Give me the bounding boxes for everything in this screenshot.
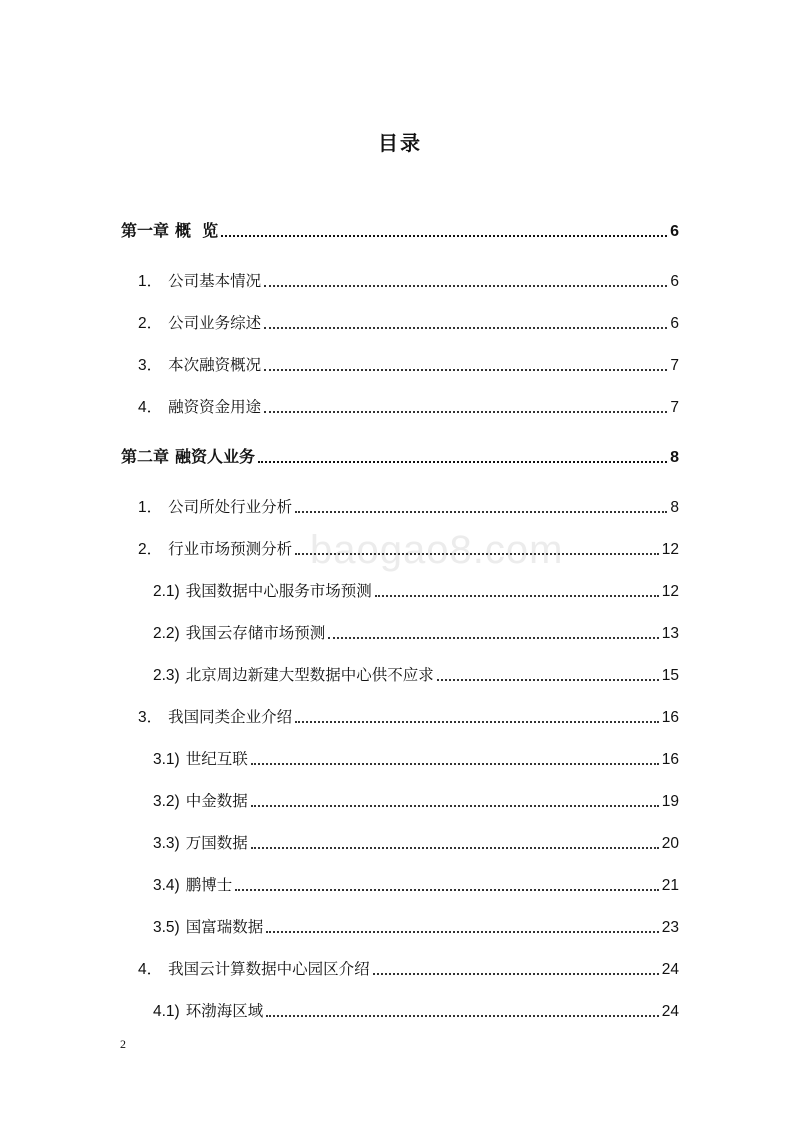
toc-entry-section[interactable] — [138, 394, 679, 420]
toc-entry-label: 融资人业务 — [175, 447, 256, 466]
toc-entry-page: 7 — [670, 399, 679, 416]
toc-entry-label: 公司基本情况 — [168, 272, 262, 290]
toc-entry-page: 13 — [661, 625, 679, 642]
toc-entry-number: 2.3) — [153, 667, 180, 684]
toc-leader-dots — [251, 805, 659, 807]
toc-entry-number: 3． — [138, 709, 163, 726]
toc-entry-page: 8 — [670, 449, 679, 466]
toc-entry-label: 鹏博士 — [185, 876, 233, 894]
toc-entry-label: 我国云存储市场预测 — [185, 624, 326, 642]
toc-entry-label: 概 览 — [175, 221, 219, 240]
toc-entry-label: 国富瑞数据 — [185, 918, 264, 936]
toc-leader-dots — [375, 595, 659, 597]
toc-entry-label: 世纪互联 — [185, 750, 248, 768]
toc-entry-label: 公司业务综述 — [168, 314, 262, 332]
toc-leader-dots — [264, 285, 667, 287]
toc-leader-dots — [266, 931, 659, 933]
toc-entry-section[interactable] — [138, 956, 679, 982]
toc-entry-page: 15 — [661, 667, 679, 684]
toc-entry-subsection[interactable] — [153, 788, 679, 814]
toc-entry-chapter-2[interactable] — [121, 444, 679, 470]
toc-entry-page: 16 — [661, 751, 679, 768]
toc-entry-number: 第二章 — [121, 449, 170, 466]
toc-entry-subsection[interactable] — [153, 998, 679, 1024]
toc-entry-page: 12 — [661, 583, 679, 600]
toc-entry-number: 3.1) — [153, 751, 180, 768]
toc-entry-label: 行业市场预测分析 — [168, 540, 293, 558]
footer-page-number: 2 — [120, 1037, 126, 1051]
toc-leader-dots — [258, 461, 667, 463]
toc-entry-number: 3.5) — [153, 919, 180, 936]
toc-leader-dots — [328, 637, 659, 639]
toc-entry-page: 6 — [670, 315, 679, 332]
toc-entry-number: 2.1) — [153, 583, 180, 600]
toc-entry-number: 3.2) — [153, 793, 180, 810]
toc-entry-chapter-1[interactable] — [121, 218, 679, 244]
toc-entry-label: 本次融资概况 — [168, 356, 262, 374]
toc-entry-page: 6 — [670, 273, 679, 290]
toc-entry-section[interactable] — [138, 352, 679, 378]
toc-leader-dots — [373, 973, 659, 975]
toc-leader-dots — [251, 763, 659, 765]
toc-entry-section[interactable] — [138, 536, 679, 562]
watermark: baogao8.com — [310, 528, 564, 572]
toc-entry-subsection[interactable] — [153, 662, 679, 688]
toc-leader-dots — [264, 327, 667, 329]
toc-entry-number: 3.4) — [153, 877, 180, 894]
toc-entry-page: 12 — [661, 541, 679, 558]
toc-entry-number: 4． — [138, 961, 163, 978]
page-title: 目录 — [378, 131, 422, 155]
toc-entry-number: 3.3) — [153, 835, 180, 852]
toc-entry-subsection[interactable] — [153, 872, 679, 898]
toc-entry-label: 环渤海区域 — [185, 1002, 264, 1020]
toc-entry-page: 16 — [661, 709, 679, 726]
toc-leader-dots — [221, 235, 667, 237]
toc-entry-number: 3． — [138, 357, 163, 374]
toc-entry-subsection[interactable] — [153, 578, 679, 604]
toc-leader-dots — [235, 889, 659, 891]
toc-leader-dots — [264, 369, 667, 371]
toc-entry-number: 2． — [138, 315, 163, 332]
toc-leader-dots — [295, 511, 667, 513]
toc-entry-section[interactable] — [138, 310, 679, 336]
toc-entry-page: 21 — [661, 877, 679, 894]
toc-entry-page: 24 — [661, 1003, 679, 1020]
toc-entry-label: 万国数据 — [185, 834, 248, 852]
toc-entry-label: 中金数据 — [185, 792, 248, 810]
toc-entry-label: 公司所处行业分析 — [168, 498, 293, 516]
toc-entry-section[interactable] — [138, 268, 679, 294]
toc-entry-number: 1． — [138, 273, 163, 290]
toc-entry-subsection[interactable] — [153, 914, 679, 940]
toc-entry-number: 第一章 — [121, 223, 170, 240]
toc-entry-label: 我国云计算数据中心园区介绍 — [168, 960, 370, 978]
toc-entry-number: 4． — [138, 399, 163, 416]
toc-entry-label: 北京周边新建大型数据中心供不应求 — [185, 666, 434, 684]
toc-entry-label: 融资资金用途 — [168, 398, 262, 416]
toc-leader-dots — [266, 1015, 659, 1017]
toc-entry-subsection[interactable] — [153, 746, 679, 772]
toc-entry-number: 2.2) — [153, 625, 180, 642]
toc-entry-subsection[interactable] — [153, 620, 679, 646]
toc-entry-section[interactable] — [138, 494, 679, 520]
toc-leader-dots — [251, 847, 659, 849]
toc-entry-subsection[interactable] — [153, 830, 679, 856]
toc-entry-label: 我国数据中心服务市场预测 — [185, 582, 372, 600]
toc-entry-page: 23 — [661, 919, 679, 936]
toc-leader-dots — [264, 411, 667, 413]
toc-entry-number: 1． — [138, 499, 163, 516]
toc-entry-number: 4.1) — [153, 1003, 180, 1020]
toc-entry-page: 20 — [661, 835, 679, 852]
toc-entry-page: 24 — [661, 961, 679, 978]
toc-entry-label: 我国同类企业介绍 — [168, 708, 293, 726]
toc-entry-section[interactable] — [138, 704, 679, 730]
toc-entry-page: 6 — [670, 223, 679, 240]
toc-leader-dots — [295, 553, 659, 555]
toc-leader-dots — [437, 679, 659, 681]
toc-entry-number: 2． — [138, 541, 163, 558]
toc-leader-dots — [295, 721, 659, 723]
toc-entry-page: 7 — [670, 357, 679, 374]
toc-entry-page: 19 — [661, 793, 679, 810]
toc-entry-page: 8 — [670, 499, 679, 516]
